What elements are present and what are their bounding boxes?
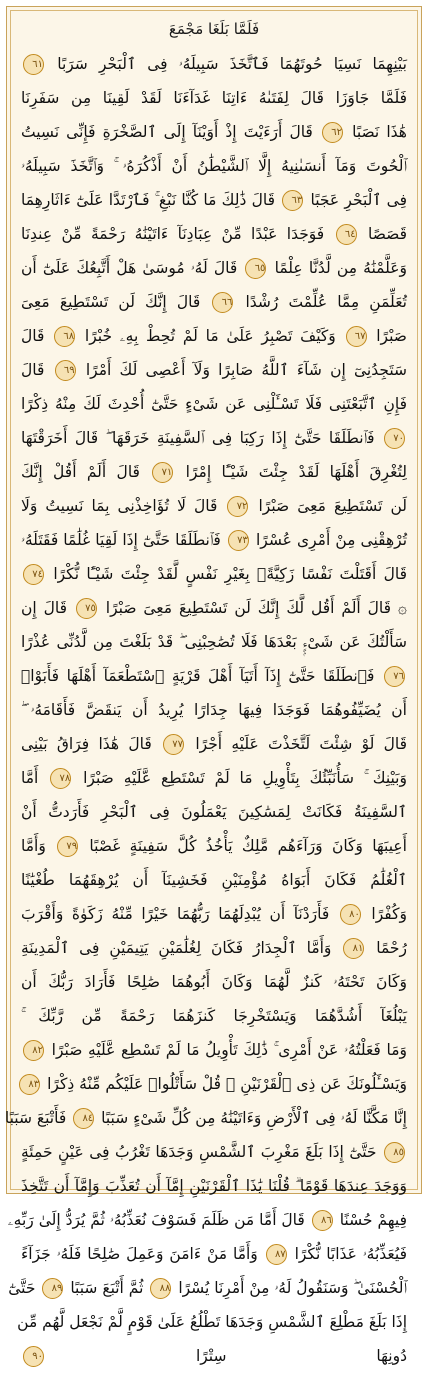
verse-text: قَصَصًا <box>367 225 407 243</box>
verse-text: وَكُفْرًا <box>371 905 407 923</box>
verse-line <box>21 863 407 897</box>
verse-text: وَأَمَّا مَنْ ءَامَنَ وَعَمِلَ صَٰلِحًا فَلَهُۥ جَزَآءً <box>21 1245 258 1263</box>
verse-text: وَيَسْـَٔلُونَكَ عَن ذِى ٱلْقَرْنَيْنِ ۖ قُلْ سَأَتْلُوا۟ عَلَيْكُم مِّنْهُ ذِكْرًا <box>47 1075 407 1093</box>
verse-line <box>21 829 407 863</box>
verse-text: وَمَا فَعَلْتُهُۥ عَنْ أَمْرِى ۚ ذَٰلِكَ تَأْوِيلُ مَا لَمْ تَسْطِع عَّلَيْهِ صَبْرًا <box>51 1041 407 1059</box>
verse-text: تُرْهِقْنِى مِنْ أَمْرِى عُسْرًا <box>256 531 408 549</box>
ayah-number-marker: ٨٧ <box>266 1244 287 1265</box>
ayah-number-marker: ٦٩ <box>55 360 76 381</box>
verse-line <box>21 897 407 931</box>
verse-text: لَن تَسْتَطِيعَ مَعِىَ صَبْرًا <box>258 497 407 515</box>
verse-line <box>21 795 407 829</box>
verse-line <box>21 999 407 1033</box>
verse-line <box>21 353 407 387</box>
ayah-number-marker: ٨٩ <box>42 1278 63 1299</box>
verse-text: لِتُغْرِقَ أَهْلَهَا لَقَدْ جِئْتَ شَيْـًٔا إِمْرًا <box>185 463 407 481</box>
verse-line <box>21 965 407 999</box>
verse-text: أَعِيبَهَا وَكَانَ وَرَآءَهُم مَّلِكٌ يَأْخُذُ كُلَّ سَفِينَةٍ غَصْبًا <box>89 837 407 855</box>
ayah-number-marker: ٧٧ <box>163 734 184 755</box>
verse-text: صَبْرًا <box>376 327 407 345</box>
ayah-number-marker: ٧٨ <box>50 768 71 789</box>
ayah-number-marker: ٧٥ <box>76 598 97 619</box>
verse-text: فَوَجَدَا عَبْدًا مِّنْ عِبَادِنَآ ءَاتَيْنَٰهُ رَحْمَةً مِّنْ عِندِنَا <box>21 225 325 243</box>
verse-line <box>21 1169 407 1203</box>
ayah-number-marker: ٨٨ <box>150 1278 171 1299</box>
verse-text: فَلَمَّا جَاوَزَا قَالَ لِفَتَىٰهُ ءَاتِنَا غَدَآءَنَا لَقَدْ لَقِينَا مِن سَفَرِنَا <box>21 89 407 107</box>
verse-line <box>21 659 407 693</box>
verse-line <box>21 1237 407 1271</box>
verse-line <box>7 1203 407 1237</box>
verse-line <box>21 387 407 421</box>
ayah-number-marker: ٧٠ <box>384 428 405 449</box>
ayah-number-marker: ٨٦ <box>312 1210 333 1231</box>
verse-text: سَتَجِدُنِىٓ إِن شَآءَ ٱللَّهُ صَابِرًا وَلَآ أَعْصِى لَكَ أَمْرًا <box>85 361 407 379</box>
verse-text: قَالَ أَرَءَيْتَ إِذْ أَوَيْنَآ إِلَى ٱلصَّخْرَةِ فَإِنِّى نَسِيتُ <box>21 123 313 141</box>
verse-text: فِيهِمْ حُسْنًا <box>339 1211 407 1229</box>
verse-line <box>21 81 407 115</box>
verse-text: أَن يُضَيِّفُوهُمَا فَوَجَدَا فِيهَا جِدَارًا يُرِيدُ أَن يَنقَضَّ فَأَقَامَهُۥ ۖ <box>21 701 407 719</box>
verse-text: فَٱنطَلَقَا حَتَّىٰٓ إِذَا رَكِبَا فِى ٱلسَّفِينَةِ خَرَقَهَا ۖ قَالَ أَخَرَقْتَهَا <box>21 429 375 447</box>
ayah-number-marker: ٦٨ <box>54 326 75 347</box>
verse-line <box>21 931 407 965</box>
verse-line <box>17 1305 407 1339</box>
verse-text: وَوَجَدَ عِندَهَا قَوْمًا ۗ قُلْنَا يَٰذَا ٱلْقَرْنَيْنِ إِمَّآ أَن تُعَذِّبَ وَإِمَّآ أَن تَتَّخِذَ <box>21 1177 407 1195</box>
verse-text: فَٱنطَلَقَا حَتَّىٰٓ إِذَا لَقِيَا غُلَٰمًا فَقَتَلَهُۥ <box>21 531 221 549</box>
verse-line <box>21 1033 407 1067</box>
verse-line <box>21 1339 407 1373</box>
verse-line <box>21 523 407 557</box>
verse-line <box>21 183 407 217</box>
ayah-number-marker: ٨١ <box>343 938 364 959</box>
mushaf-page <box>4 6 422 1365</box>
ayah-number-marker: ٨٤ <box>73 1108 94 1129</box>
verse-line <box>21 693 407 727</box>
verse-text: تُعَلِّمَنِ مِمَّا عُلِّمْتَ رُشْدًا <box>245 293 407 311</box>
ayah-number-marker: ٦١ <box>23 54 44 75</box>
verse-line <box>21 285 407 319</box>
verse-text: ٱلْغُلَٰمُ فَكَانَ أَبَوَاهُ مُؤْمِنَيْنِ فَخَشِينَآ أَن يُرْهِقَهُمَا طُغْيَٰنًا <box>21 871 407 889</box>
verse-text: قَالَ أَقَتَلْتَ نَفْسًا زَكِيَّةًۢ بِغَيْرِ نَفْسٍ لَّقَدْ جِئْتَ شَيْـًٔا نُّكْرًا <box>53 565 407 583</box>
verse-line <box>8 1271 407 1305</box>
verse-line <box>21 591 407 625</box>
ayah-number-marker: ٧١ <box>152 462 173 483</box>
verse-line <box>21 1067 407 1101</box>
verse-text: وَأَمَّا ٱلْجِدَارُ فَكَانَ لِغُلَٰمَيْنِ يَتِيمَيْنِ فِى ٱلْمَدِينَةِ <box>21 939 332 957</box>
ayah-number-marker: ٨٥ <box>384 1142 405 1163</box>
verse-line <box>21 727 407 761</box>
verse-line <box>21 761 407 795</box>
ayah-number-marker: ٦٤ <box>336 224 357 245</box>
verse-text: وَأَمَّا <box>21 837 46 855</box>
ayah-number-marker: ٨٠ <box>340 904 361 925</box>
verse-line <box>21 115 407 149</box>
ayah-number-marker: ٦٣ <box>282 190 303 211</box>
verse-text: بَيْنِهِمَا نَسِيَا حُوتَهُمَا فَٱتَّخَذَ سَبِيلَهُۥ فِى ٱلْبَحْرِ سَرَبًا <box>57 55 407 73</box>
verse-text: قَالَ <box>21 327 45 345</box>
verse-line <box>21 489 407 523</box>
verse-text: سَأَلْتُكَ عَن شَىْءٍۭ بَعْدَهَا فَلَا تُصَٰحِبْنِى ۖ قَدْ بَلَغْتَ مِن لَّدُنِّى عُذْرًا <box>21 633 407 651</box>
verse-line <box>21 251 407 285</box>
verse-text: دُونِهَا سِتْرًا <box>195 1347 407 1365</box>
verse-text: وَبَيْنِكَ ۚ سَأُنَبِّئُكَ بِتَأْوِيلِ مَا لَمْ تَسْتَطِع عَّلَيْهِ صَبْرًا <box>83 769 407 787</box>
ayah-number-marker: ٧٦ <box>384 666 405 687</box>
verse-text: ٱلْحُوتَ وَمَآ أَنسَىٰنِيهُ إِلَّا ٱلشَّيْطَٰنُ أَنْ أَذْكُرَهُۥ ۚ وَٱتَّخَذَ سَبِيلَهُۥ <box>21 157 407 175</box>
verse-text: قَالَ هَٰذَا فِرَاقُ بَيْنِى <box>21 735 152 753</box>
ayah-number-marker: ٧٤ <box>23 564 44 585</box>
verse-text: فَأَتْبَعَ سَبَبًا <box>4 1109 67 1127</box>
verse-text: ٱلْحُسْنَىٰ ۖ وَسَنَقُولُ لَهُۥ مِنْ أَمْرِنَا يُسْرًا <box>178 1279 407 1297</box>
ayah-number-marker: ٨٢ <box>23 1040 44 1061</box>
verse-text: يَبْلُغَآ أَشُدَّهُمَا وَيَسْتَخْرِجَا كَنزَهُمَا رَحْمَةً مِّن رَّبِّكَ ۚ <box>21 1007 407 1025</box>
ayah-number-marker: ٦٢ <box>322 122 343 143</box>
verse-line <box>21 455 407 489</box>
verse-text: ثُمَّ أَتْبَعَ سَبَبًا <box>70 1279 144 1297</box>
verse-line <box>21 217 407 251</box>
verse-text: قَالَ إِن <box>21 599 67 617</box>
verse-text-block <box>4 47 408 1373</box>
page-header: فَلَمَّا بَلَغَا مَجْمَعَ <box>168 20 260 38</box>
verse-text: حَتَّىٰٓ إِذَا بَلَغَ مَغْرِبَ ٱلشَّمْسِ وَجَدَهَا تَغْرُبُ فِى عَيْنٍ حَمِئَةٍ <box>21 1143 377 1161</box>
verse-text: فَيُعَذِّبُهُۥ عَذَابًا نُّكْرًا <box>294 1245 407 1263</box>
verse-text: رُحْمًا <box>376 939 407 957</box>
verse-text: إِذَا بَلَغَ مَطْلِعَ ٱلشَّمْسِ وَجَدَهَا تَطْلُعُ عَلَىٰ قَوْمٍ لَّمْ نَجْعَل لَّهُم مِّن <box>17 1313 407 1331</box>
verse-text: ۞ قَالَ أَلَمْ أَقُل لَّكَ إِنَّكَ لَن تَسْتَطِيعَ مَعِىَ صَبْرًا <box>105 599 407 617</box>
verse-text: أَمَّا <box>21 769 39 787</box>
verse-text: قَالَ لَهُۥ مُوسَىٰ هَلْ أَتَّبِعُكَ عَلَىٰٓ أَن <box>21 259 238 277</box>
verse-text: قَالَ إِنَّكَ لَن تَسْتَطِيعَ مَعِىَ <box>21 293 201 311</box>
verse-text: إِنَّا مَكَّنَّا لَهُۥ فِى ٱلْأَرْضِ وَءَاتَيْنَٰهُ مِن كُلِّ شَىْءٍ سَبَبًا <box>101 1109 407 1127</box>
verse-text: قَالَ لَا تُؤَاخِذْنِى بِمَا نَسِيتُ وَلَا <box>21 497 218 515</box>
verse-line <box>21 47 407 81</box>
verse-text: فَٱنطَلَقَا حَتَّىٰٓ إِذَآ أَتَيَآ أَهْلَ قَرْيَةٍ ٱسْتَطْعَمَآ أَهْلَهَا فَأَبَوْا۟ <box>21 667 375 685</box>
verse-text: فِى ٱلْبَحْرِ عَجَبًا <box>310 191 407 209</box>
verse-text: قَالَ أَمَّا مَن ظَلَمَ فَسَوْفَ نُعَذِّبُهُۥ ثُمَّ يُرَدُّ إِلَىٰ رَبِّهِۦ <box>7 1211 305 1229</box>
verse-text: قَالَ أَلَمْ أَقُلْ إِنَّكَ <box>21 463 140 481</box>
verse-line <box>21 557 407 591</box>
ayah-number-marker: ٧٢ <box>227 496 248 517</box>
verse-line <box>4 1101 407 1135</box>
verse-text: قَالَ <box>21 361 45 379</box>
verse-text: هَٰذَا نَصَبًا <box>352 123 407 141</box>
verse-text: فَأَرَدْنَآ أَن يُبْدِلَهُمَا رَبُّهُمَا خَيْرًا مِّنْهُ زَكَوٰةً وَأَقْرَبَ <box>21 905 330 923</box>
verse-line <box>21 1135 407 1169</box>
ayah-number-marker: ٩٠ <box>23 1346 44 1367</box>
verse-text: وَكَيْفَ تَصْبِرُ عَلَىٰ مَا لَمْ تُحِطْ بِهِۦ خُبْرًا <box>84 327 336 345</box>
verse-line <box>21 319 407 353</box>
verse-text: وَعَلَّمْنَٰهُ مِن لَّدُنَّا عِلْمًا <box>274 259 407 277</box>
ayah-number-marker: ٧٩ <box>57 836 78 857</box>
verse-text: قَالَ لَوْ شِئْتَ لَتَّخَذْتَ عَلَيْهِ أَجْرًا <box>195 735 408 753</box>
verse-text: وَكَانَ تَحْتَهُۥ كَنزٌ لَّهُمَا وَكَانَ أَبُوهُمَا صَٰلِحًا فَأَرَادَ رَبُّكَ أَن <box>21 973 407 991</box>
ayah-number-marker: ٨٣ <box>19 1074 40 1095</box>
ayah-number-marker: ٦٥ <box>245 258 266 279</box>
verse-text: ٱلسَّفِينَةُ فَكَانَتْ لِمَسَٰكِينَ يَعْمَلُونَ فِى ٱلْبَحْرِ فَأَرَدتُّ أَنْ <box>21 803 407 821</box>
verse-text: قَالَ ذَٰلِكَ مَا كُنَّا نَبْغِ ۚ فَٱرْتَدَّا عَلَىٰٓ ءَاثَارِهِمَا <box>21 191 275 209</box>
verse-line <box>21 625 407 659</box>
ayah-number-marker: ٧٣ <box>228 530 249 551</box>
verse-line <box>21 149 407 183</box>
verse-text: فَإِنِ ٱتَّبَعْتَنِى فَلَا تَسْـَٔلْنِى عَن شَىْءٍ حَتَّىٰٓ أُحْدِثَ لَكَ مِنْهُ ذِكْرًا <box>21 395 407 413</box>
ayah-number-marker: ٦٧ <box>346 326 367 347</box>
ayah-number-marker: ٦٦ <box>212 292 233 313</box>
verse-line <box>21 421 407 455</box>
verse-text: حَتَّىٰٓ <box>8 1279 36 1297</box>
